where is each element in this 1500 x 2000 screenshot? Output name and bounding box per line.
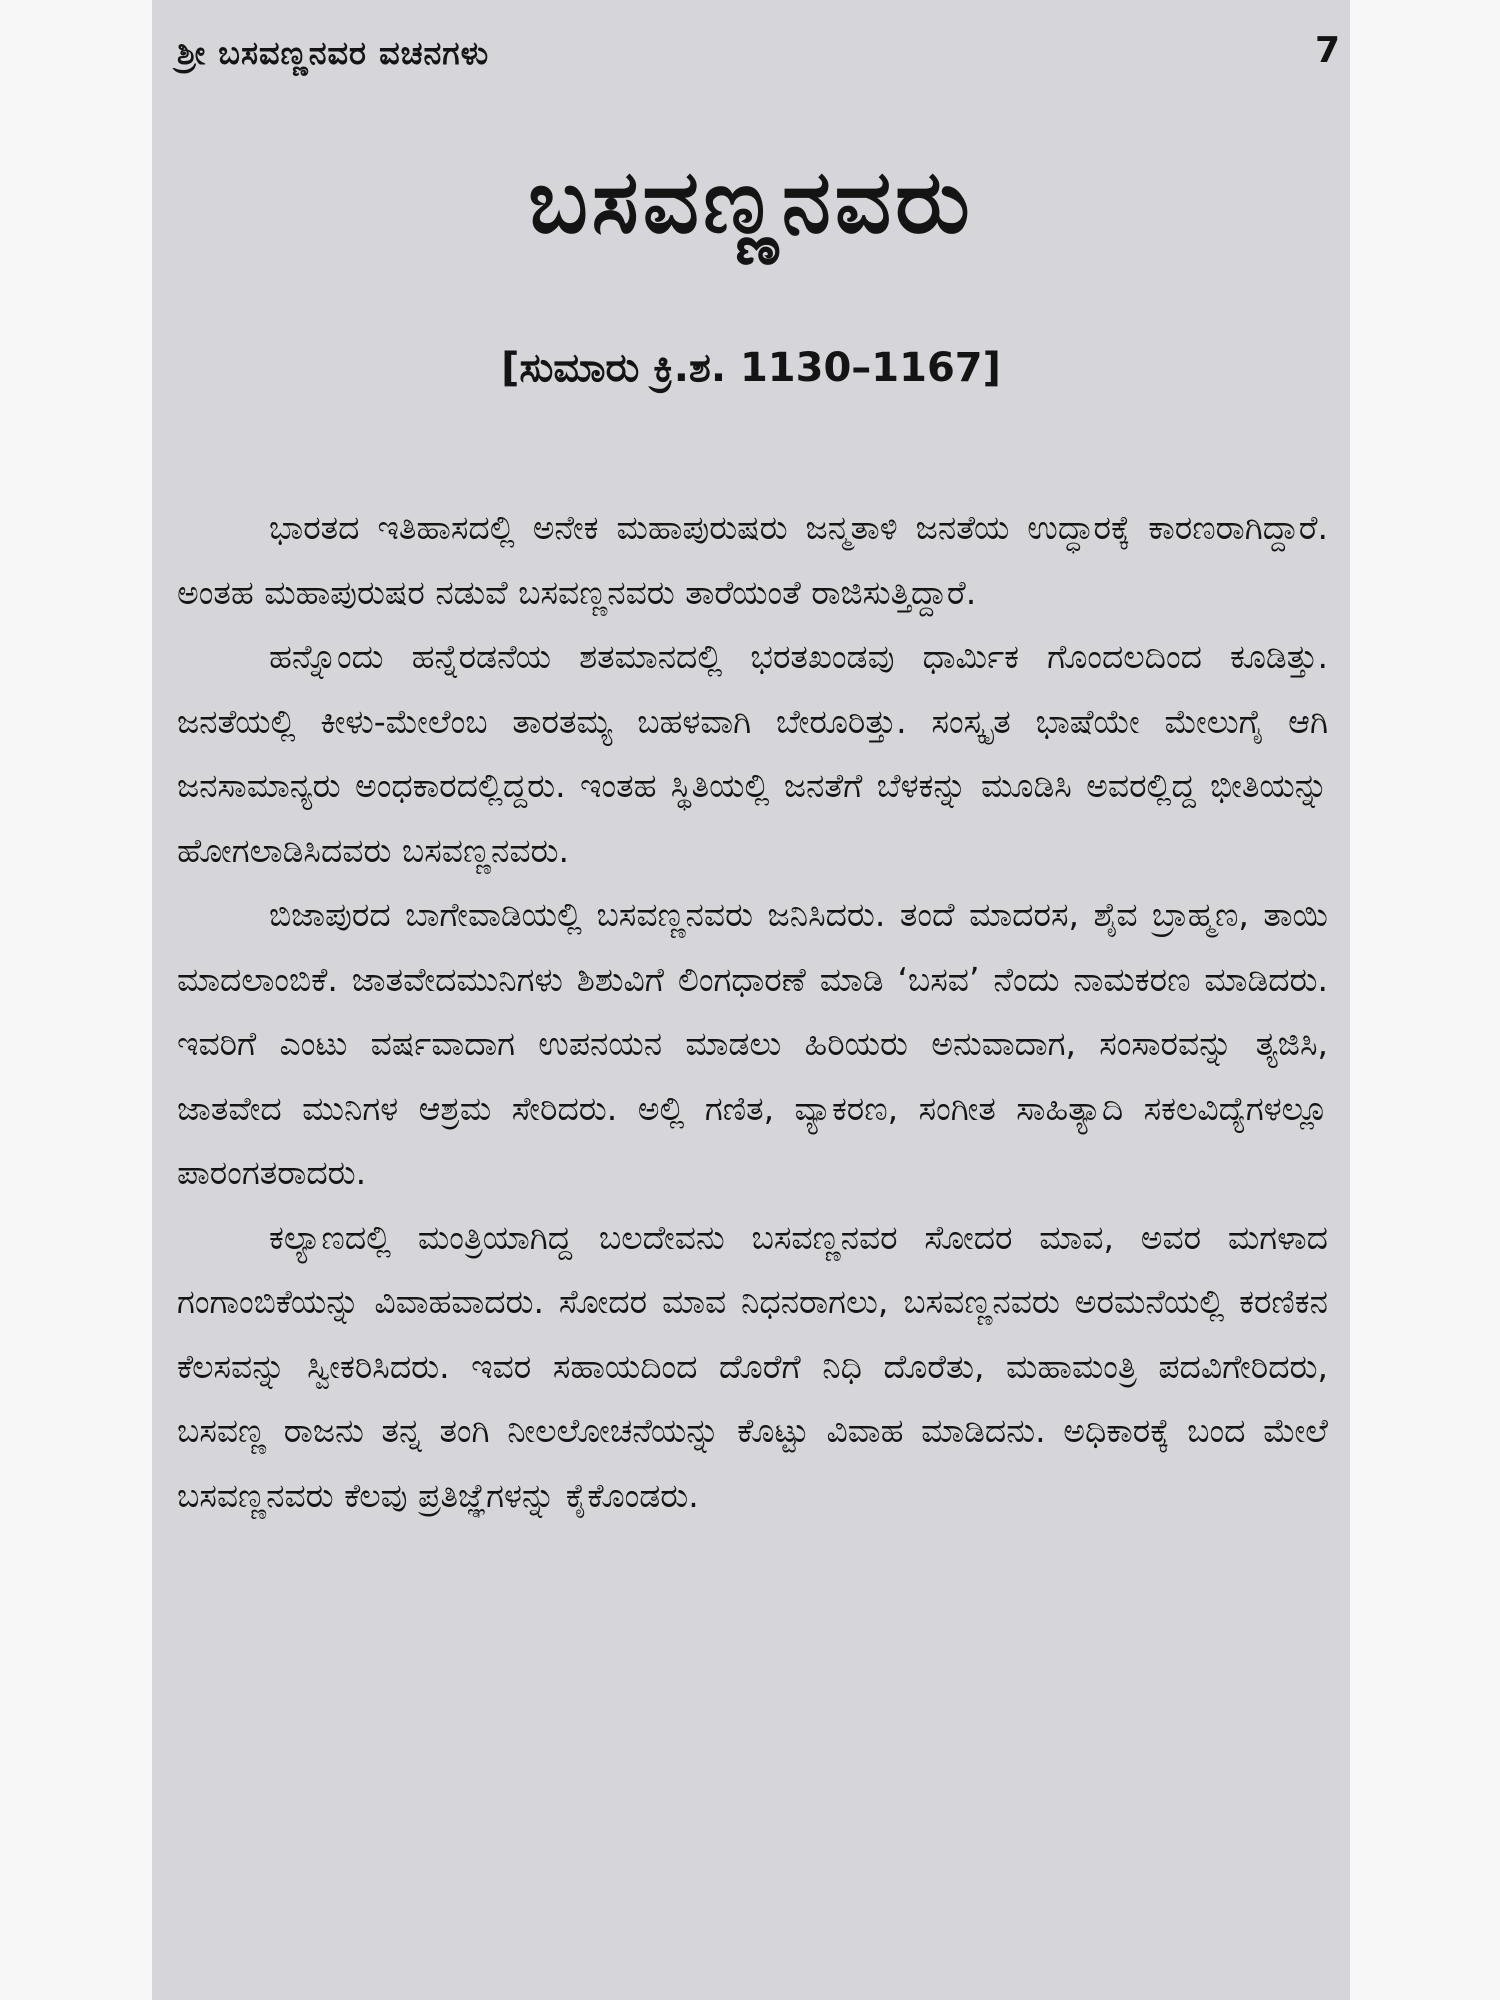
paragraph: ಹನ್ನೊಂದು ಹನ್ನೆರಡನೆಯ ಶತಮಾನದಲ್ಲಿ ಭರತಖಂಡವು ಧಾರ್ಮಿಕ ಗೊಂದಲದಿಂದ ಕೂಡಿತ್ತು. ಜನತೆಯಲ್ಲಿ ಕೀಳು-ಮೇಲೆಂಬ ತಾರತಮ್ಯ ಬಹಳವಾಗಿ ಬೇರೂರಿತ್ತು. ಸಂಸ್ಕೃತ ಭಾಷೆಯೇ ಮೇಲುಗೈ ಆಗಿ ಜನಸಾಮಾನ್ಯರು ಅಂಧಕಾರದಲ್ಲಿದ್ದರು. ಇಂತಹ ಸ್ಥಿತಿಯಲ್ಲಿ ಜನತೆಗೆ ಬೆಳಕನ್ನು ಮೂಡಿಸಿ ಅವರಲ್ಲಿದ್ದ ಭೀತಿಯನ್ನು ಹೋಗಲಾಡಿಸಿದವರು ಬಸವಣ್ಣನವರು. — [177, 637, 1328, 870]
paragraph: ಬಿಜಾಪುರದ ಬಾಗೇವಾಡಿಯಲ್ಲಿ ಬಸವಣ್ಣನವರು ಜನಿಸಿದರು. ತಂದೆ ಮಾದರಸ, ಶೈವ ಬ್ರಾಹ್ಮಣ, ತಾಯಿ ಮಾದಲಾಂಬಿಕೆ. ಜಾತವೇದಮುನಿಗಳು ಶಿಶುವಿಗೆ ಲಿಂಗಧಾರಣೆ ಮಾಡಿ ‘ಬಸವ’ ನೆಂದು ನಾಮಕರಣ ಮಾಡಿದರು. ಇವರಿಗೆ ಎಂಟು ವರ್ಷವಾದಾಗ ಉಪನಯನ ಮಾಡಲು ಹಿರಿಯರು ಅನುವಾದಾಗ, ಸಂಸಾರವನ್ನು ತ್ಯಜಿಸಿ, ಜಾತವೇದ ಮುನಿಗಳ ಆಶ್ರಮ ಸೇರಿದರು. ಅಲ್ಲಿ ಗಣಿತ, ವ್ಯಾಕರಣ, ಸಂಗೀತ ಸಾಹಿತ್ಯಾದಿ ಸಕಲವಿದ್ಯೆಗಳಲ್ಲೂ ಪಾರಂಗತರಾದರು. — [177, 895, 1328, 1192]
body-text — [177, 496, 1328, 1528]
running-header — [177, 30, 1340, 82]
chapter-dates: [ಸುಮಾರು ಕ್ರಿ.ಶ. 1130–1167] — [501, 345, 1001, 391]
page-number: 7 — [1314, 30, 1340, 71]
running-title: ಶ್ರೀ ಬಸವಣ್ಣನವರ ವಚನಗಳು — [177, 34, 490, 72]
paragraph: ಭಾರತದ ಇತಿಹಾಸದಲ್ಲಿ ಅನೇಕ ಮಹಾಪುರುಷರು ಜನ್ಮತಾಳಿ ಜನತೆಯ ಉದ್ಧಾರಕ್ಕೆ ಕಾರಣರಾಗಿದ್ದಾರೆ. ಅಂತಹ ಮಹಾಪುರುಷರ ನಡುವೆ ಬಸವಣ್ಣನವರು ತಾರೆಯಂತೆ ರಾಜಿಸುತ್ತಿದ್ದಾರೆ. — [177, 508, 1328, 612]
chapter-title: ಬಸವಣ್ಣನವರು — [528, 150, 974, 253]
book-page — [152, 0, 1350, 2000]
paragraph: ಕಲ್ಯಾಣದಲ್ಲಿ ಮಂತ್ರಿಯಾಗಿದ್ದ ಬಲದೇವನು ಬಸವಣ್ಣನವರ ಸೋದರ ಮಾವ, ಅವರ ಮಗಳಾದ ಗಂಗಾಂಬಿಕೆಯನ್ನು ವಿವಾಹವಾದರು. ಸೋದರ ಮಾವ ನಿಧನರಾಗಲು, ಬಸವಣ್ಣನವರು ಅರಮನೆಯಲ್ಲಿ ಕರಣಿಕನ ಕೆಲಸವನ್ನು ಸ್ವೀಕರಿಸಿದರು. ಇವರ ಸಹಾಯದಿಂದ ದೊರೆಗೆ ನಿಧಿ ದೊರೆತು, ಮಹಾಮಂತ್ರಿ ಪದವಿಗೇರಿದರು, ಬಸವಣ್ಣ ರಾಜನು ತನ್ನ ತಂಗಿ ನೀಲಲೋಚನೆಯನ್ನು ಕೊಟ್ಟು ವಿವಾಹ ಮಾಡಿದನು. ಅಧಿಕಾರಕ್ಕೆ ಬಂದ ಮೇಲೆ ಬಸವಣ್ಣನವರು ಕೆಲವು ಪ್ರತಿಜ್ಞೆಗಳನ್ನು ಕೈಕೊಂಡರು. — [177, 1217, 1328, 1515]
